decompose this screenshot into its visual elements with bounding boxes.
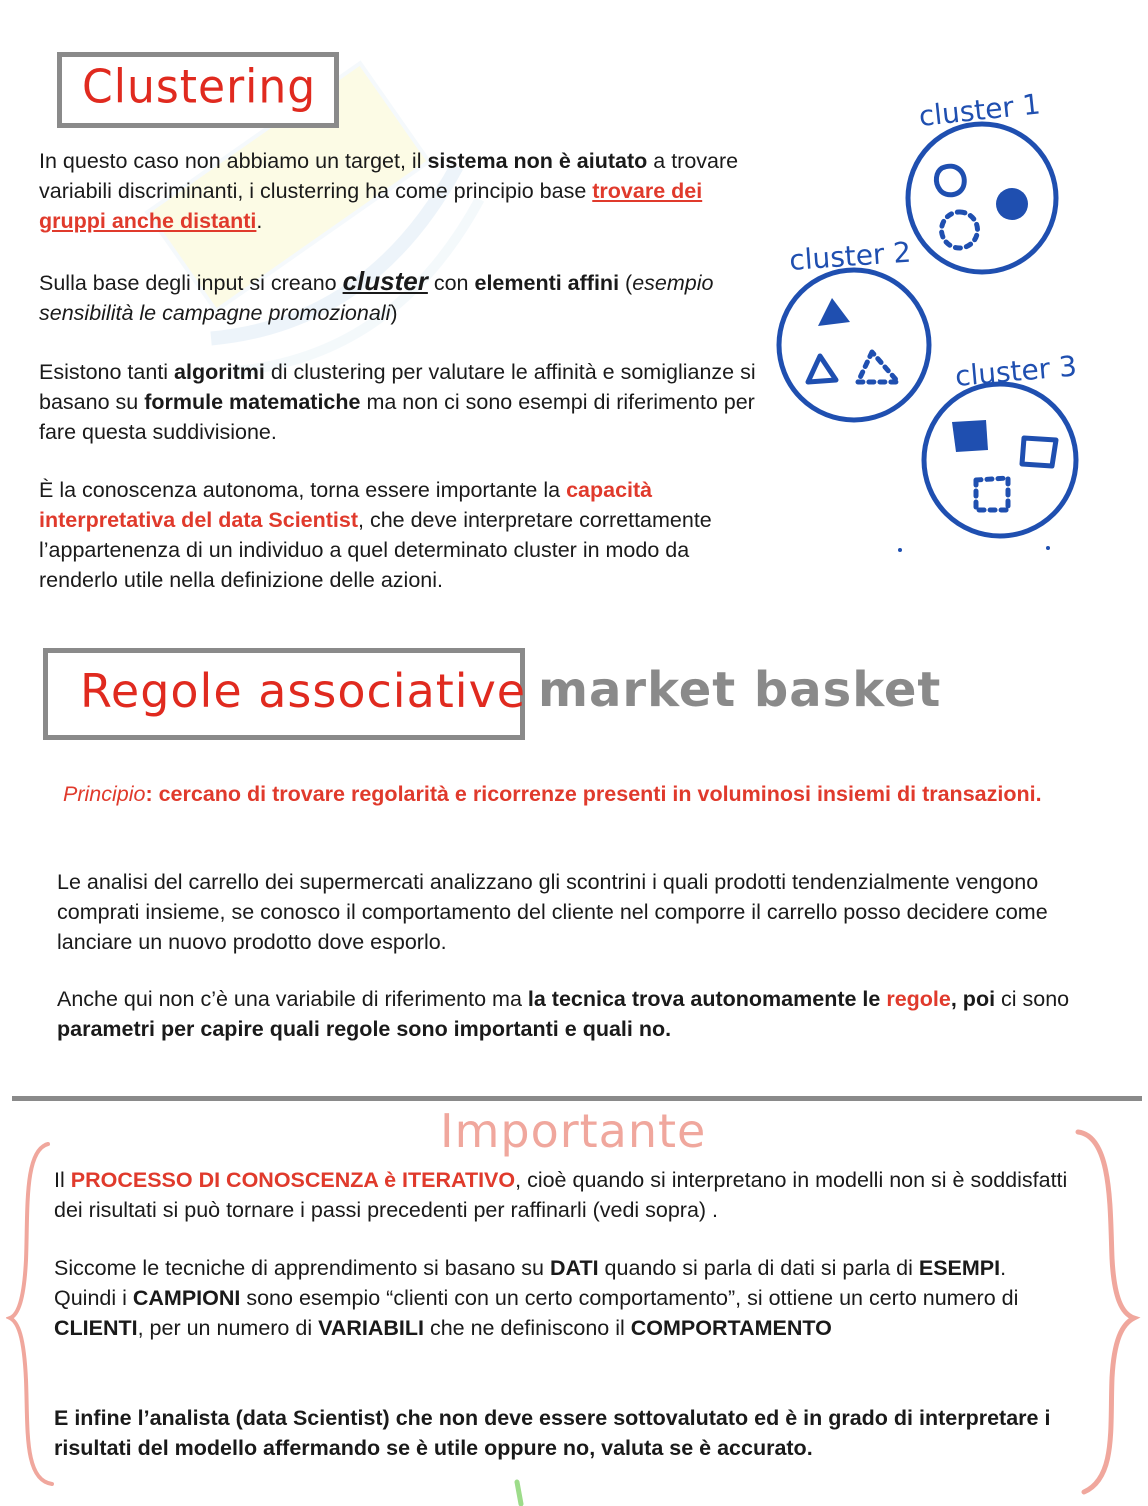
cluster-2-open-triangle	[808, 356, 836, 382]
clustering-title: Clustering	[82, 60, 317, 115]
market-basket-note: market basket	[538, 662, 942, 718]
cluster-sketch	[760, 80, 1140, 560]
cluster-2-circle	[779, 270, 929, 420]
importante-paragraph-1: Il PROCESSO DI CONOSCENZA è ITERATIVO, cioè quando si interpretano in modelli non si è soddisfatti dei risultati si può tornare i passi precedenti per raffinarli (vedi sopra) .	[54, 1168, 1068, 1222]
left-curly-brace	[6, 1140, 56, 1490]
regole-paragraph-2: Le analisi del carrello dei supermercati analizzano gli scontrini i quali prodotti tendenzialmente vengono comprati insieme, se conosco il comportamento del cliente nel comporre il carrello posso decidere come lanciare un nuovo prodotto dove esporlo.	[57, 870, 1048, 954]
importante-title: Importante	[440, 1104, 707, 1158]
cluster-1-circle	[908, 124, 1056, 272]
section-divider	[12, 1096, 1142, 1101]
regole-paragraph-3: Anche qui non c’è una variabile di riferimento ma la tecnica trova autonomamente le regole, poi ci sono parametri per capire quali regole sono importanti e quali no.	[57, 987, 1070, 1041]
cluster-2-label: cluster 2	[788, 235, 913, 277]
clustering-paragraph-2: Sulla base degli input si creano cluster con elementi affini (esempio sensibilità le campagne promozionali)	[39, 266, 714, 325]
regole-paragraph-1: Principio: cercano di trovare regolarità e ricorrenze presenti in voluminosi insiemi di transazioni.	[63, 782, 1042, 806]
clustering-paragraph-3: Esistono tanti algoritmi di clustering per valutare le affinità e somiglianze si basano su formule matematiche ma non ci sono esempi di riferimento per fare questa suddivisione.	[39, 360, 756, 444]
cluster-2-filled-triangle	[818, 298, 850, 326]
cluster-1-label: cluster 1	[917, 87, 1043, 133]
green-pen-mark	[505, 1478, 535, 1506]
clustering-paragraph-1: In questo caso non abbiamo un target, il sistema non è aiutato a trovare variabili discriminanti, i clusterring ha come principio base trovare dei gruppi anche distanti.	[39, 149, 739, 233]
cluster-3-open-square	[1022, 438, 1056, 466]
importante-paragraph-3: E infine l’analista (data Scientist) che non deve essere sottovalutato ed è in grado di interpretare i risultati del modello affermando se è utile oppure no, valuta se è accurato.	[54, 1406, 1051, 1460]
cluster-2-dotted-triangle	[858, 352, 898, 382]
importante-paragraph-2: Siccome le tecniche di apprendimento si basano su DATI quando si parla di dati si parla di ESEMPI. Quindi i CAMPIONI sono esempio “clienti con un certo comportamento”, si ottiene un certo numero di CLIENTI, per un numero di VARIABILI che ne definiscono il COMPORTAMENTO	[54, 1256, 1019, 1340]
regole-title: Regole associative	[80, 664, 527, 718]
cluster-1-open-circle	[936, 166, 964, 195]
cluster-3-label: cluster 3	[953, 349, 1079, 393]
cluster-1-filled-circle	[996, 188, 1028, 220]
clustering-paragraph-4: È la conoscenza autonoma, torna essere importante la capacità interpretativa del data Scientist, che deve interpretare correttamente l’appartenenza di un individuo a quel determinato cluster in modo da renderlo utile nella definizione delle azioni.	[39, 478, 712, 592]
cluster-3-dotted-square	[976, 478, 1008, 510]
cluster-1-dotted-circle	[942, 212, 978, 248]
cluster-3-filled-square	[952, 420, 988, 452]
